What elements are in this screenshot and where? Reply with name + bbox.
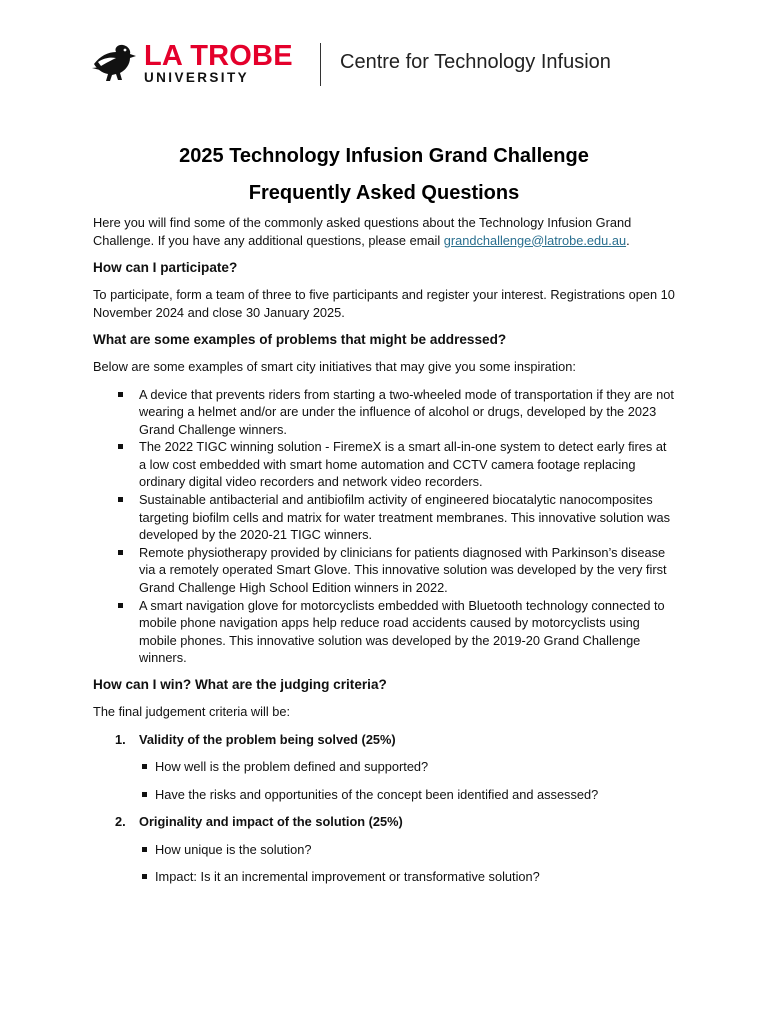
criterion-point-text: How unique is the solution?	[155, 841, 312, 857]
criterion-points	[93, 841, 675, 886]
answer-participate: To participate, form a team of three to five participants and register your interest. Registrations open 10 November 2024 and close 30 January 2025.	[93, 287, 675, 320]
example-item	[139, 386, 675, 439]
document-body	[93, 140, 675, 896]
criterion-point	[155, 841, 675, 859]
criterion-title: Originality and impact of the solution (25%)	[139, 814, 403, 829]
bullet-icon	[118, 550, 123, 555]
centre-name: Centre for Technology Infusion	[340, 51, 611, 73]
question-examples: What are some examples of problems that might be addressed?	[93, 332, 507, 347]
example-text: The 2022 TIGC winning solution - FiremeX is a smart all-in-one system to detect early fires at a low cost embedded with smart home automation and CCTV camera footage replacing ordinary digital video recorders and network video recorders.	[139, 439, 667, 490]
bullet-icon	[118, 392, 123, 397]
criterion-point-text: Impact: Is it an incremental improvement or transformative solution?	[155, 869, 540, 884]
criterion-heading	[93, 731, 675, 749]
examples-list	[93, 386, 675, 668]
document-header	[92, 40, 652, 92]
bullet-icon	[142, 764, 147, 769]
bullet-icon	[118, 603, 123, 608]
criteria-list	[93, 731, 675, 886]
document-subtitle: Frequently Asked Questions	[248, 182, 520, 204]
criterion-points	[93, 758, 675, 803]
criterion-point-text: How well is the problem defined and supported?	[155, 759, 429, 774]
example-text: A device that prevents riders from starting a two-wheeled mode of transportation if they are not wearing a helmet and/or are under the influence of alcohol or drugs, developed by the 2023 Grand Challenge winners.	[139, 386, 674, 437]
document-title: 2025 Technology Infusion Grand Challenge	[179, 145, 589, 167]
criterion-number: 1.	[115, 731, 126, 747]
intro-text: Here you will find some of the commonly asked questions about the Technology Infusion Grand Challenge. If you have any additional questions, please email	[93, 215, 632, 248]
criterion-point	[155, 868, 675, 886]
answer-judging-intro: The final judgement criteria will be:	[93, 704, 291, 719]
intro-paragraph	[93, 214, 675, 249]
criterion-point	[155, 758, 675, 776]
example-text: Sustainable antibacterial and antibiofilm activity of engineered biocatalytic nanocomposites targeting biofilm cells and matrix for water treatment membranes. This innovative solution was developed by the 2020-21 TIGC winners.	[139, 492, 671, 543]
example-item	[139, 438, 675, 491]
question-judging: How can I win? What are the judging criteria?	[93, 677, 387, 692]
question-participate: How can I participate?	[93, 260, 238, 275]
criterion-point	[155, 786, 675, 804]
example-text: Remote physiotherapy provided by clinicians for patients diagnosed with Parkinson’s disease via a remotely operated Smart Glove. This innovative solution was developed by the very first Grand Challenge High School Edition winners in 2022.	[139, 544, 667, 596]
bullet-icon	[142, 874, 147, 879]
university-word: UNIVERSITY	[144, 70, 250, 85]
criterion-number: 2.	[115, 814, 126, 829]
bullet-icon	[142, 792, 147, 797]
header-divider	[320, 43, 321, 86]
example-item	[139, 491, 675, 544]
answer-examples-intro: Below are some examples of smart city initiatives that may give you some inspiration:	[93, 359, 576, 374]
criterion-point-text: Have the risks and opportunities of the concept been identified and assessed?	[155, 786, 599, 802]
bullet-icon	[118, 497, 123, 502]
example-item	[139, 597, 675, 667]
intro-end: .	[626, 232, 630, 248]
la-trobe-wordmark	[144, 42, 293, 85]
criterion-title: Validity of the problem being solved (25%)	[139, 731, 396, 747]
example-item	[139, 544, 675, 597]
example-text: A smart navigation glove for motorcyclists embedded with Bluetooth technology connected to mobile phone navigation apps help reduce road accidents caused by motorcyclists using mobile phones. This innovative solution was developed by the 2019-20 Grand Challenge winners.	[139, 597, 665, 666]
criterion-heading	[93, 813, 675, 831]
university-name: LA TROBE	[144, 40, 293, 72]
bullet-icon	[142, 847, 147, 852]
bullet-icon	[118, 444, 123, 449]
la-trobe-bird-logo-icon	[92, 42, 138, 84]
contact-email-link[interactable]: grandchallenge@latrobe.edu.au	[443, 232, 627, 248]
